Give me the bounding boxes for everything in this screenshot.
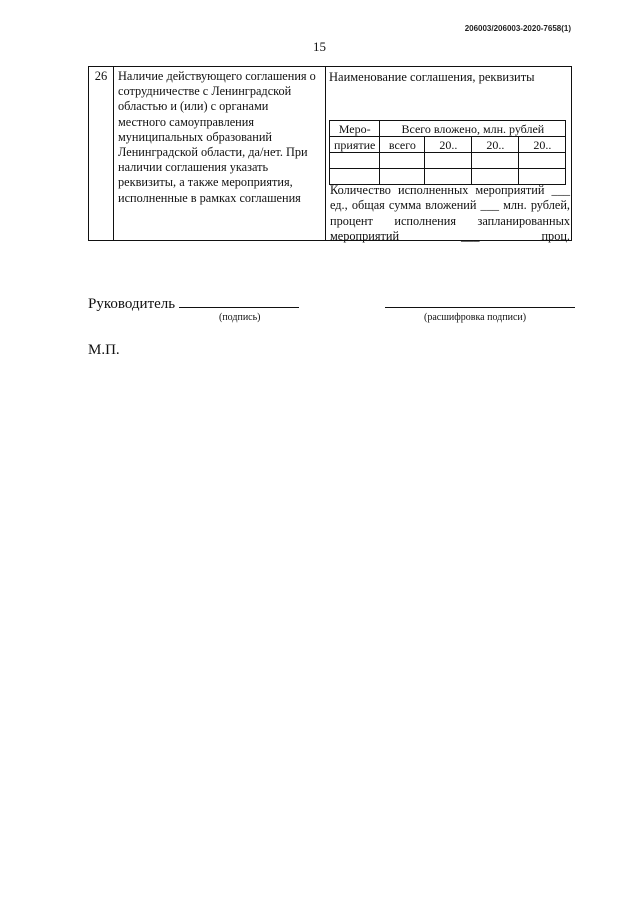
empty-cell[interactable] <box>330 153 380 169</box>
empty-cell[interactable] <box>380 153 425 169</box>
row-description: Наличие действующего соглашения о сотрудничестве с Ленинградской областью и (или) с органами местного самоуправления муниципальных образований Ленинградской области, да/нет. При наличии соглашения указать реквизиты, а также мероприятия, исполненные в рамках соглашения <box>118 69 316 205</box>
investment-subtable <box>329 120 566 185</box>
event-header-cell-2: приятие <box>330 137 380 153</box>
invested-header-cell: Всего вложено, млн. рублей <box>380 121 566 137</box>
signature-caption: (подпись) <box>219 312 261 323</box>
total-header-cell: всего <box>380 137 425 153</box>
year3-header-cell: 20.. <box>519 137 566 153</box>
table-row <box>330 153 566 169</box>
signature-block <box>88 296 299 313</box>
head-label: Руководитель <box>88 296 176 312</box>
stamp-label: М.П. <box>88 342 120 358</box>
empty-cell[interactable] <box>425 153 472 169</box>
row-number: 26 <box>94 69 108 83</box>
document-id: 206003/206003-2020-7658(1) <box>464 24 571 33</box>
signature-line[interactable] <box>179 307 299 308</box>
page-number: 15 <box>313 39 326 54</box>
decoding-block <box>385 296 575 313</box>
year1-header-cell: 20.. <box>425 137 472 153</box>
empty-cell[interactable] <box>519 153 566 169</box>
event-header-cell: Меро- <box>330 121 380 137</box>
executed-events-text: Количество исполненных мероприятий ___ ед., общая сумма вложений ___ млн. рублей, процент исполнения запланированных мероприятий ___ проц. <box>330 183 570 243</box>
year2-header-cell: 20.. <box>472 137 519 153</box>
column-divider <box>113 67 114 240</box>
decoding-line[interactable] <box>385 307 575 308</box>
decoding-caption: (расшифровка подписи) <box>424 312 527 323</box>
empty-cell[interactable] <box>472 153 519 169</box>
form-table-row <box>88 66 572 241</box>
column-divider <box>325 67 326 240</box>
agreement-label: Наименование соглашения, реквизиты <box>329 70 535 84</box>
